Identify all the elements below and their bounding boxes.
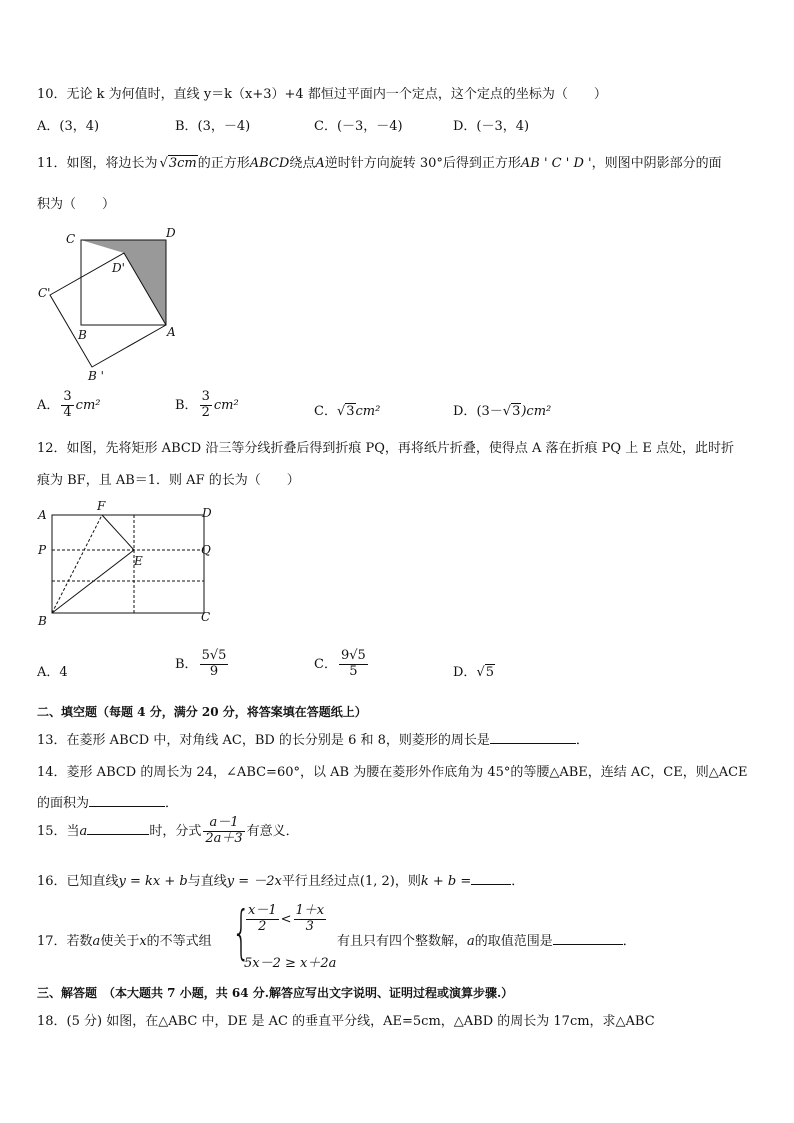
q11-option-c: C．√3cm² [314,404,381,419]
q10-option-d: D．(－3，4) [453,119,530,134]
q10-option-a: A．(3，4) [37,119,100,134]
q11-label-c: C [66,232,76,246]
q11-label-dp: D' [112,261,125,275]
q12-label-p: P [38,543,47,557]
q17-stem-post: 有且只有四个整数解，a的取值范围是 ． [337,934,636,949]
q12-label-e: E [134,554,143,568]
q18-stem: 18．(5 分) 如图，在△ABC 中，DE 是 AC 的垂直平分线，AE=5cm，△ABD 的周长为 17cm，求△ABC [37,1014,655,1029]
q12-rectangle-abcd [52,515,204,613]
q12-option-b: B． $\frac{5√5}{9}$ [175,648,227,679]
q12-stem-line1: 12．如图，先将矩形 ABCD 沿三等分线折叠后得到折痕 PQ，再将纸片折叠，使得点 A 落在折痕 PQ 上 E 点处，此时折 [37,441,734,456]
q17-brace: { [232,898,251,966]
q11-label-cp: C' [38,286,51,300]
q12-label-q: Q [201,543,211,557]
q11-label-d: D [166,226,176,240]
q17-stem-pre: 17．若数a使关于x的不等式组 [37,934,212,949]
q10-stem: 10．无论 k 为何值时，直线 y＝k（x+3）+4 都恒过平面内一个定点，这个定点的坐标为（ ） [37,87,607,102]
q11-stem: 11．如图，将边长为 √3cm的正方形ABCD绕点A逆时针方向旋转 30°后得到正方形AB ' C ' D '，则图中阴影部分的面 [37,156,722,171]
q12-option-d: D．√5 [453,665,495,680]
q17-inequality-2: 5x－2 ≥ x＋2a [244,956,337,971]
section-solution-heading: 三、解答题 （本大题共 7 小题，共 64 分.解答应写出文字说明、证明过程或演算步骤.） [37,986,514,1000]
q11-stem-line2: 积为（ ） [37,197,116,212]
q16-stem: 16．已知直线y = kx + b与直线y = －2x平行且经过点(1, 2)，则k + b = ． [37,874,525,889]
q12-label-b: B [38,614,47,628]
q12-figure [34,497,224,632]
q12-label-f: F [97,499,106,513]
q11-label-a: A [167,325,176,339]
section-fill-in-heading: 二、填空题（每题 4 分，满分 20 分，将答案填在答题纸上） [37,705,367,719]
q14-stem-line2: 的面积为 ． [37,796,179,811]
q12-label-a: A [38,508,47,522]
q12-fold-bf [52,515,102,613]
q12-segment-fe [102,515,134,550]
q10-option-c: C．(－3，－4) [314,119,403,134]
q11-label-b: B [78,328,87,342]
q17-inequality-1: $\frac{x-1}{2}$ < $\frac{1+x}{3}$ [248,903,325,934]
q15-stem: 15．当a 时，分式 $\frac{a-1}{2a+3}$ 有意义． [37,815,299,846]
q12-option-c: C． $\frac{9√5}{5}$ [314,648,366,679]
q12-option-a: A．4 [37,665,68,680]
q12-label-d: D [202,506,212,520]
q11-figure [36,225,186,385]
q12-stem-line2: 痕为 BF，且 AB＝1．则 AF 的长为（ ） [37,473,300,488]
q13-stem: 13．在菱形 ABCD 中，对角线 AC，BD 的长分别是 6 和 8，则菱形的周长是 ． [37,733,589,748]
q11-option-b: B． $\frac{3}{2}$ cm² [175,389,239,420]
q10-option-b: B．(3，－4) [175,119,251,134]
q12-label-c: C [201,610,211,624]
q11-label-bp: B ' [88,369,104,383]
q11-option-a: A． $\frac{3}{4}$ cm² [37,389,101,420]
q14-stem-line1: 14．菱形 ABCD 的周长为 24，∠ABC=60°，以 AB 为腰在菱形外作底角为 45°的等腰△ABE，连结 AC，CE，则△ACE [37,765,748,780]
q11-option-d: D．(3－√3)cm² [453,404,552,419]
